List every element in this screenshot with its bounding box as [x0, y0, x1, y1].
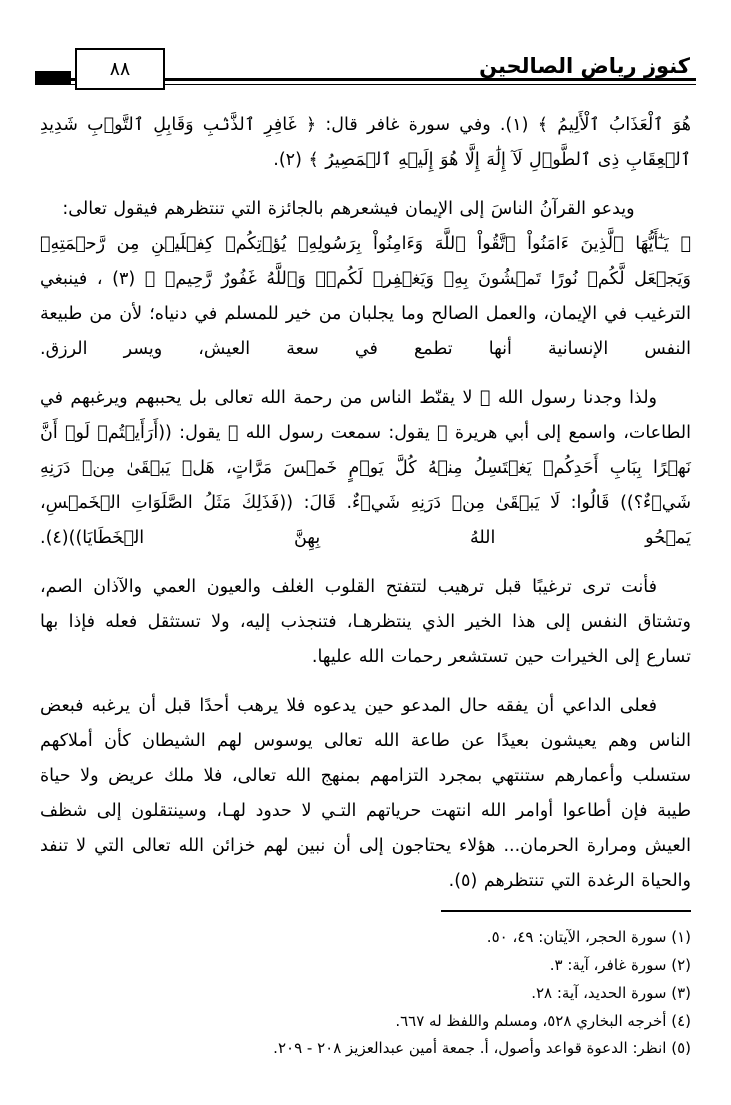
paragraph-6: فعلى الداعي أن يفقه حال المدعو حين يدعوه فلا يرهب أحدًا قبل أن يرغبه فبعض الناس وهم يعيشون بعيدًا عن طاعة الله تعالى يوسوس لهم الشيطان كأن أملاكهم ستسلب وأعمارهم ستنتهي بمجرد التزامهم بمنهج الله تعالى، فلا ملك عريض ولا حياة طيبة فإن أطاعوا أوامر الله انتهت حرياتهم التـي لا حدود لهـا، وسينتقلون إلى شظف العيش ومرارة الحرمان... هؤلاء يحتاجون إلى أن نبين لهم خزائن الله تعالى التي لا تنفد والحياة الرغدة التي تنتظرهم (٥).: [40, 696, 691, 891]
paragraph-4: ولذا وجدنا رسول الله ﷺ لا يقنّط الناس من رحمة الله تعالى بل يحببهم ويرغبهم في الطاعات، واسمع إلى أبي هريرة ﷺ يقول: سمعت رسول الله ﷺ يقول: ((أَرَأَيۡتُمۡ لَوۡ أَنَّ نَهۡرًا بِبَابِ أَحَدِكُمۡ يَغۡتَسِلُ مِنۡهُ كُلَّ يَوۡمٍ خَمۡسَ مَرَّاتٍ، هَلۡ يَبۡقَىٰ مِنۡ دَرَنِهِ شَيۡءٌ؟)) قَالُوا: لَا يَبۡقَىٰ مِنۡ دَرَنِهِ شَيۡءٌ. قَالَ: ((فَذَلِكَ مَثَلُ الصَّلَوَاتِ الۡخَمۡسِ، يَمۡحُو اللهُ بِهِنَّ الۡخَطَايَا))(٤).: [40, 388, 691, 548]
paragraph-1: هُوَ ٱلْعَذَابُ ٱلْأَلِيمُ ﴾ (١). وفي سورة غافر قال: ﴿ غَافِرِ ٱلذَّنۢبِ وَقَابِلِ ٱلتَّوۡبِ شَدِيدِ ٱلۡعِقَابِ ذِى ٱلطَّوۡلِ لَآ إِلَٰهَ إِلَّا هُوَ إِلَيۡهِ ٱلۡمَصِيرُ ﴾ (٢).: [40, 115, 691, 170]
paragraph-2: ويدعو القرآنُ الناسَ إلى الإيمان فيشعرهم بالجائزة التي تنتظرهم فيقول تعالى:: [62, 199, 635, 219]
header-rule-tail: [35, 71, 71, 85]
footnote-item: (٤) أخرجه البخاري ٥٢٨، ومسلم واللفظ له ٦٦٧.: [395, 1011, 691, 1030]
footnote-item: (١) سورة الحجر، الآيتان: ٤٩، ٥٠.: [486, 928, 691, 947]
paragraph-5: فأنت ترى ترغيبًا قبل ترهيب لتتفتح القلوب الغلف والعيون العمي والآذان الصم، وتشتاق النفس إلى هذا الخير الذي ينتظرهـا، فتنجذب إليه، ولا تستثقل فعله فإذا بها تسارع إلى الخيرات حين تستشعر رحمات الله عليها.: [40, 577, 691, 667]
page-number: ٨٨: [75, 48, 165, 90]
footnote-divider: [441, 910, 691, 912]
paragraph-3: ﴿ يَـٰٓأَيُّهَا ٱلَّذِينَ ءَامَنُواْ ٱتَّقُواْ ٱللَّهَ وَءَامِنُواْ بِرَسُولِهِۦ يُؤۡتِكُمۡ كِفۡلَيۡنِ مِن رَّحۡمَتِهِۦ وَيَجۡعَل لَّكُمۡ نُورًا تَمۡشُونَ بِهِۦ وَيَغۡفِرۡ لَكُمۡۚ وَٱللَّهُ غَفُورٌ رَّحِيمٞ ﴾ (٣) ، فينبغي الترغيب في الإيمان، والعمل الصالح وما يجلبان من خير للمسلم في دنياه؛ لأن من طبيعة النفس الإنسانية أنها تطمع في سعة العيش، ويسر الرزق.: [40, 234, 691, 359]
page-body: [40, 108, 691, 899]
page-header: [35, 48, 696, 98]
footnote-item: (٢) سورة غافر، آية: ٣.: [549, 956, 691, 974]
footnote-list: [40, 924, 691, 1063]
footnote-area: [40, 910, 691, 1063]
footnote-item: (٥) انظر: الدعوة قواعد وأصول، أ. جمعة أمين عبدالعزيز ٢٠٨ - ٢٠٩.: [273, 1039, 691, 1058]
book-title: كنوز رياض الصالحين: [469, 56, 696, 77]
footnote-item: (٣) سورة الحديد، آية: ٢٨.: [531, 983, 691, 1002]
